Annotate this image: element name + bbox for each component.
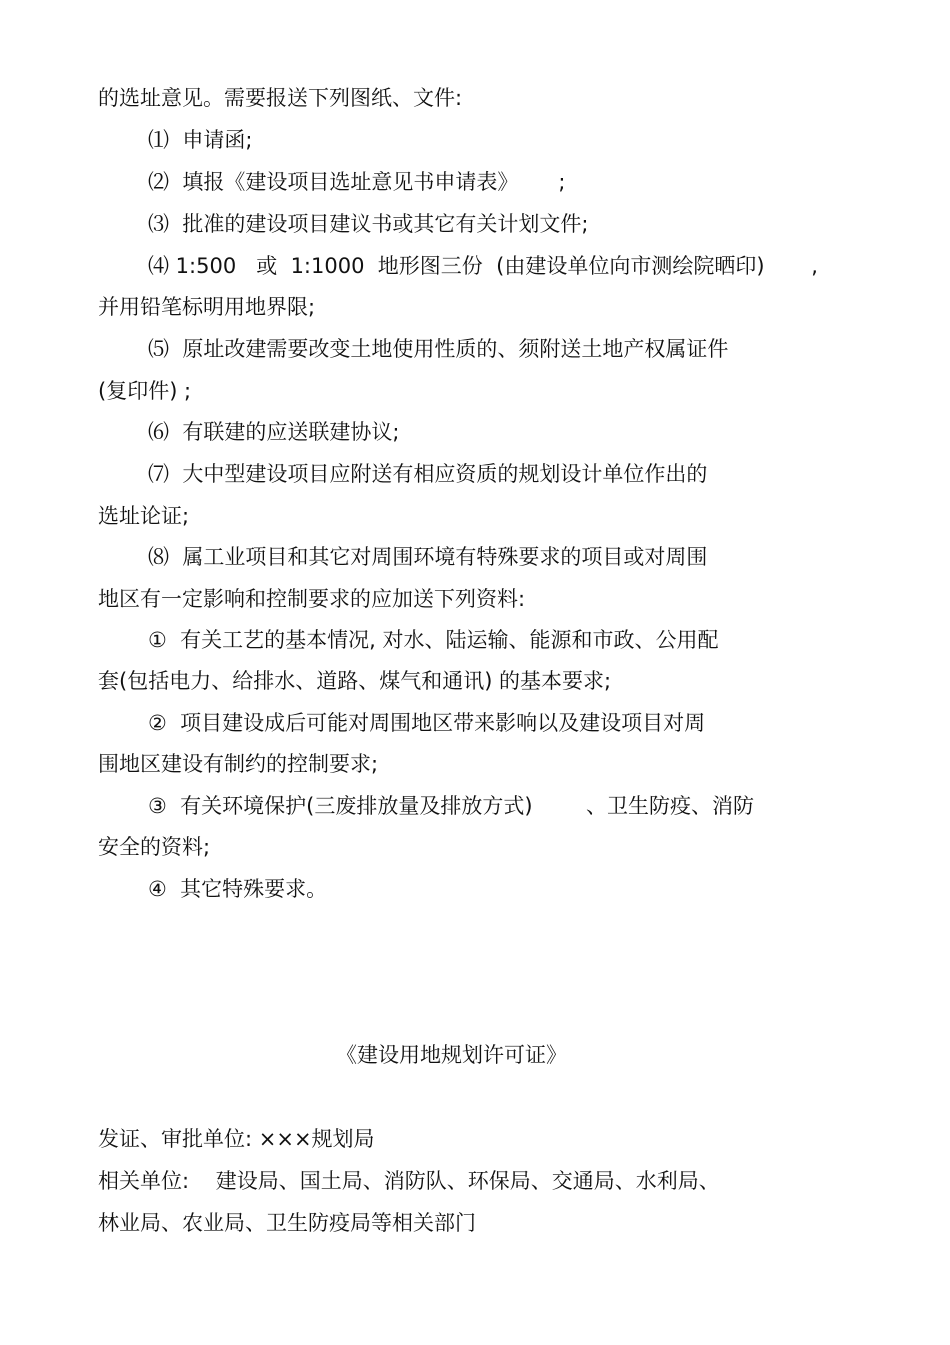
issuer-line: 发证、审批单位: ×××规划局 bbox=[98, 1127, 375, 1151]
list-item: ⑻ 属工业项目和其它对周围环境有特殊要求的项目或对周围 bbox=[148, 545, 708, 569]
text-line: (复印件) ; bbox=[98, 379, 192, 403]
text-line: 选址论证; bbox=[98, 504, 190, 528]
text-line: 安全的资料; bbox=[98, 835, 211, 859]
related-line: 林业局、农业局、卫生防疫局等相关部门 bbox=[98, 1211, 476, 1235]
text-line: 地区有一定影响和控制要求的应加送下列资料: bbox=[98, 587, 526, 611]
list-item: ⑸ 原址改建需要改变土地使用性质的、须附送土地产权属证件 bbox=[148, 337, 729, 361]
section-title: 《建设用地规划许可证》 bbox=[336, 1043, 567, 1067]
list-item: ⑷ 1:500 或 1:1000 地形图三份 (由建设单位向市测绘院晒印) , bbox=[148, 254, 818, 278]
list-item: ⑶ 批准的建设项目建议书或其它有关计划文件; bbox=[148, 212, 589, 236]
list-item: ⑴ 申请函; bbox=[148, 128, 253, 152]
list-item: ③ 有关环境保护(三废排放量及排放方式) 、卫生防疫、消防 bbox=[148, 794, 754, 818]
text-line: 套(包括电力、给排水、道路、煤气和通讯) 的基本要求; bbox=[98, 669, 612, 693]
text-line: 的选址意见。需要报送下列图纸、文件: bbox=[98, 86, 463, 110]
list-item: ② 项目建设成后可能对周围地区带来影响以及建设项目对周 bbox=[148, 711, 706, 735]
list-item: ① 有关工艺的基本情况, 对水、陆运输、能源和市政、公用配 bbox=[148, 628, 719, 652]
text-line: 围地区建设有制约的控制要求; bbox=[98, 752, 379, 776]
text-line: 并用铅笔标明用地界限; bbox=[98, 295, 316, 319]
list-item: ⑵ 填报《建设项目选址意见书申请表》 ; bbox=[148, 170, 566, 194]
list-item: ⑹ 有联建的应送联建协议; bbox=[148, 420, 400, 444]
list-item: ④ 其它特殊要求。 bbox=[148, 877, 328, 901]
list-item: ⑺ 大中型建设项目应附送有相应资质的规划设计单位作出的 bbox=[148, 462, 708, 486]
related-line: 相关单位: 建设局、国土局、消防队、环保局、交通局、水利局、 bbox=[98, 1169, 720, 1193]
